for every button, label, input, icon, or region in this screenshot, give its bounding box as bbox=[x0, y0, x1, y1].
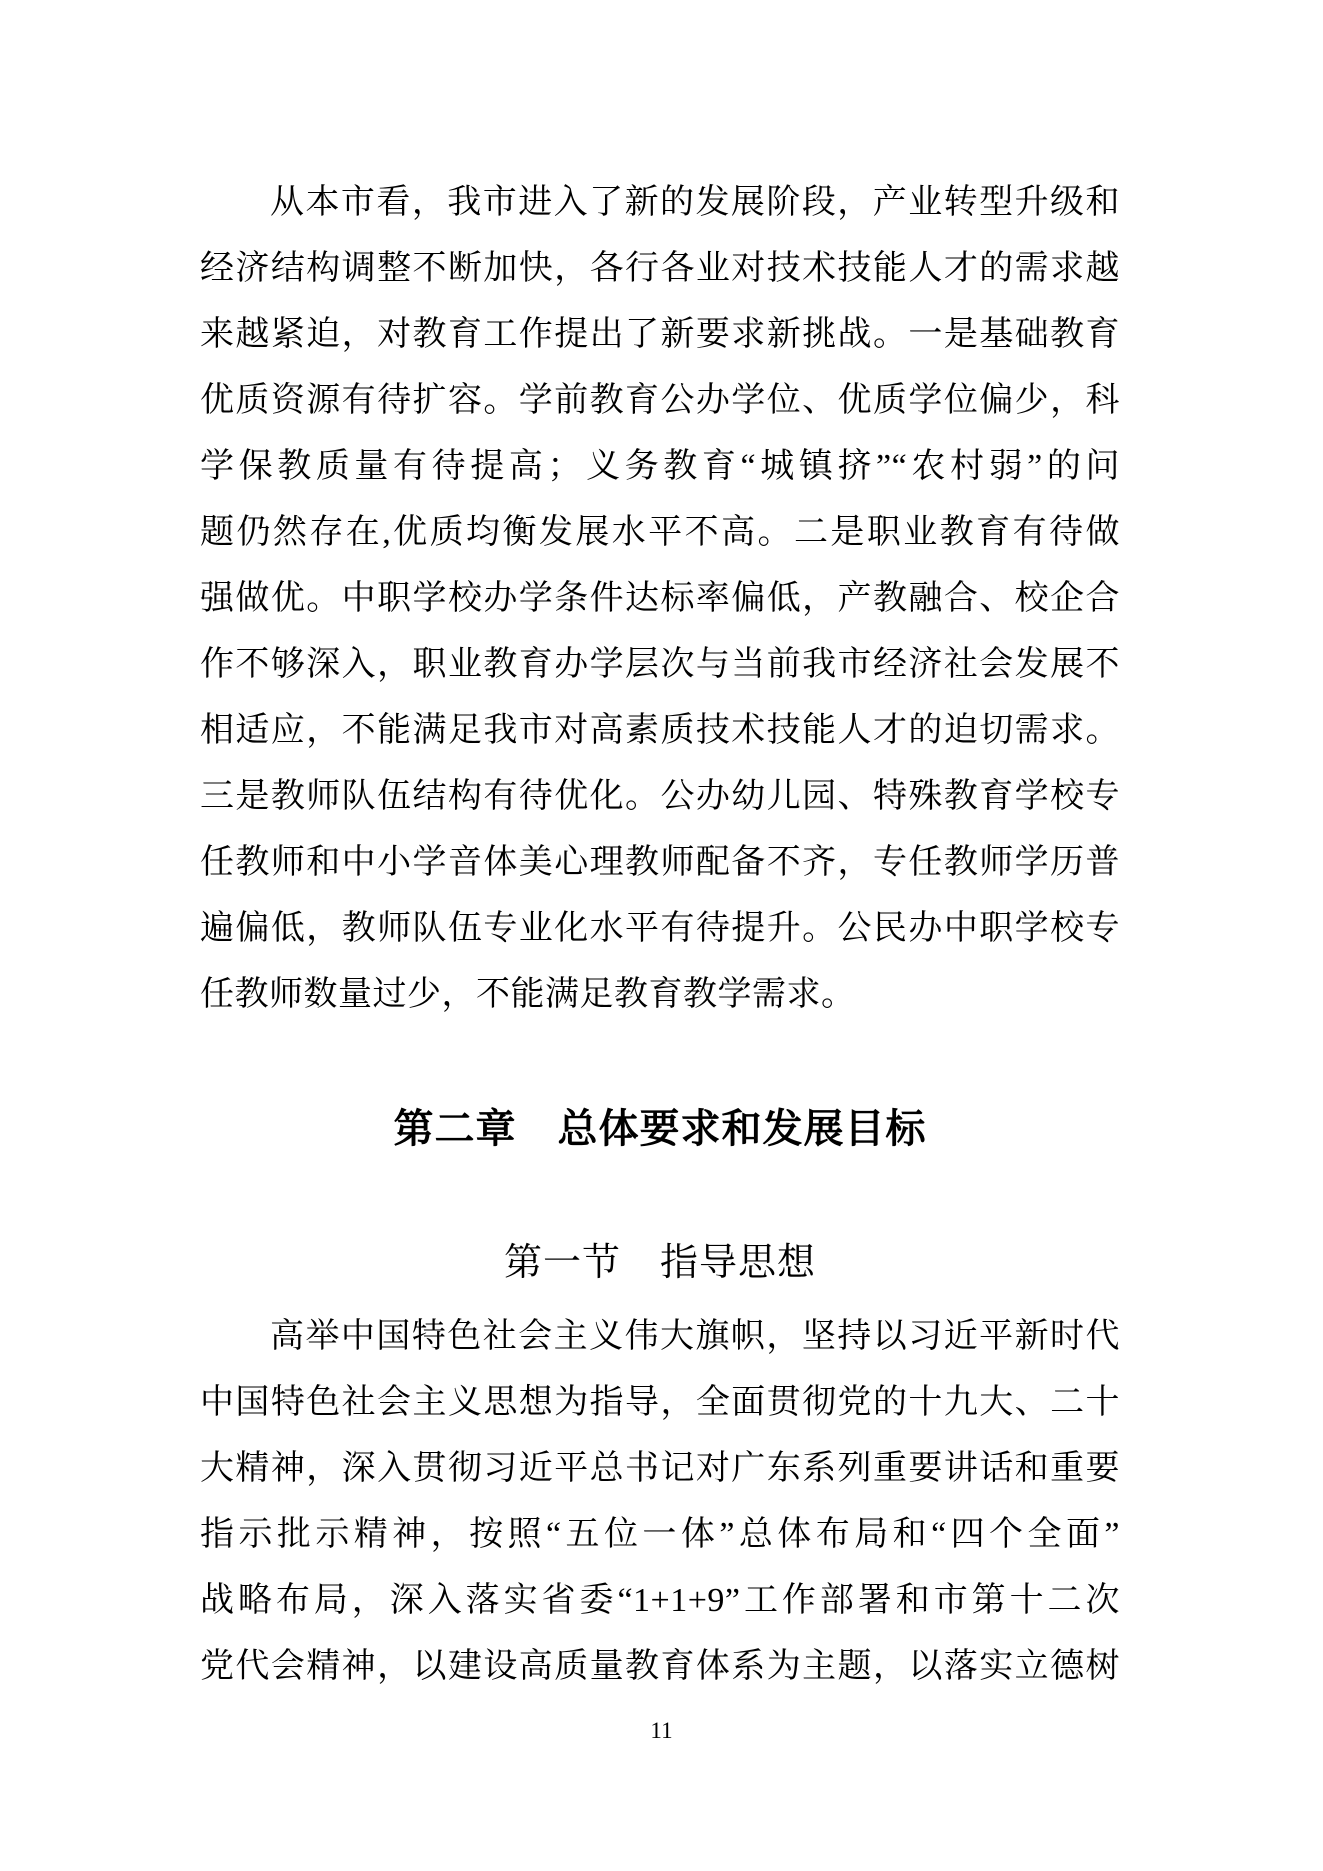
body-line: 三是教师队伍结构有待优化。公办幼儿园、特殊教育学校专 bbox=[200, 778, 1120, 815]
body-line: 相适应，不能满足我市对高素质技术技能人才的迫切需求。 bbox=[200, 712, 1120, 749]
body-line: 作不够深入，职业教育办学层次与当前我市经济社会发展不 bbox=[200, 646, 1120, 683]
body-line: 大精神，深入贯彻习近平总书记对广东系列重要讲话和重要 bbox=[200, 1450, 1120, 1487]
paragraph-guiding-ideology bbox=[200, 1304, 1120, 1700]
body-line: 学保教质量有待提高；义务教育“城镇挤”“农村弱”的问 bbox=[200, 448, 1120, 485]
body-line: 题仍然存在,优质均衡发展水平不高。二是职业教育有待做 bbox=[200, 514, 1120, 551]
body-line: 从本市看，我市进入了新的发展阶段，产业转型升级和 bbox=[270, 184, 1120, 221]
body-line: 任教师数量过少，不能满足教育教学需求。 bbox=[200, 976, 856, 1013]
body-line: 任教师和中小学音体美心理教师配备不齐，专任教师学历普 bbox=[200, 844, 1120, 881]
body-line: 指示批示精神，按照“五位一体”总体布局和“四个全面” bbox=[200, 1516, 1120, 1553]
body-line: 党代会精神，以建设高质量教育体系为主题，以落实立德树 bbox=[200, 1648, 1120, 1685]
body-line: 中国特色社会主义思想为指导，全面贯彻党的十九大、二十 bbox=[200, 1384, 1120, 1421]
body-line: 优质资源有待扩容。学前教育公办学位、优质学位偏少，科 bbox=[200, 382, 1120, 419]
body-line: 来越紧迫，对教育工作提出了新要求新挑战。一是基础教育 bbox=[200, 316, 1120, 353]
body-line: 经济结构调整不断加快，各行各业对技术技能人才的需求越 bbox=[200, 250, 1120, 287]
paragraph-current-situation bbox=[200, 170, 1120, 1028]
page-number: 11 bbox=[650, 1718, 673, 1743]
chapter-heading: 第二章 总体要求和发展目标 bbox=[393, 1107, 927, 1151]
body-line: 战略布局，深入落实省委“1+1+9”工作部署和市第十二次 bbox=[200, 1582, 1120, 1619]
body-line: 高举中国特色社会主义伟大旗帜，坚持以习近平新时代 bbox=[270, 1318, 1120, 1355]
body-line: 遍偏低，教师队伍专业化水平有待提升。公民办中职学校专 bbox=[200, 910, 1120, 947]
body-line: 强做优。中职学校办学条件达标率偏低，产教融合、校企合 bbox=[200, 580, 1120, 617]
section-heading: 第一节 指导思想 bbox=[503, 1242, 816, 1284]
